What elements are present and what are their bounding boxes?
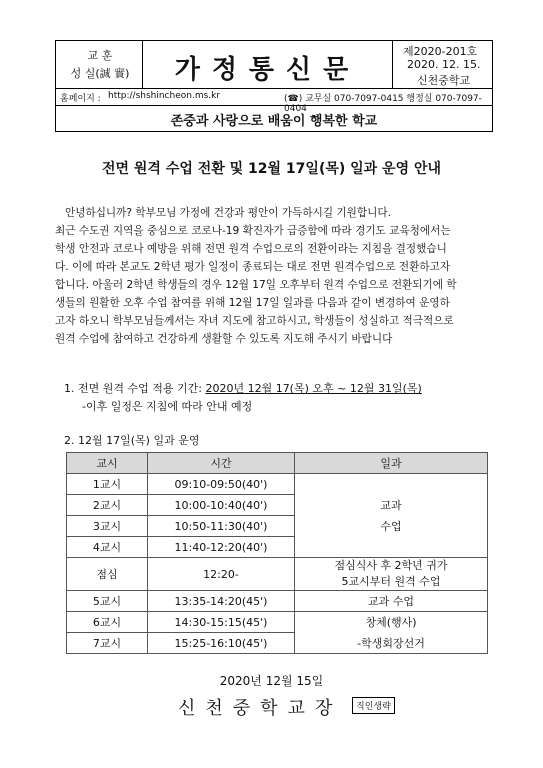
phone-numbers: (☎) 교무실 070-7097-0415 행정실 070-7097-0404 [284, 94, 482, 114]
slogan-bar [55, 106, 493, 132]
school-slogan: 존중과 사랑으로 배움이 행복한 학교 [170, 114, 378, 129]
paragraph-line: 최근 수도권 지역을 중심으로 코로나-19 확진자가 급증함에 따라 경기도 교육청에서는 [55, 225, 451, 237]
time-cell: 09:10-09:50(40') [148, 474, 295, 495]
school-name: 신천중학교 [417, 74, 471, 87]
time-cell: 10:50-11:30(40') [148, 516, 295, 537]
period-cell: 3교시 [67, 516, 148, 537]
item-1-period: 2020년 12월 17(목) 오후 ~ 12월 31일(목) [205, 382, 422, 395]
notice-body [55, 204, 500, 348]
item-1-note: -이후 일정은 지침에 따라 안내 예정 [82, 400, 253, 413]
paragraph-line: 안녕하십니까? 학부모님 가정에 건강과 평안이 가득하시길 기원합니다. [65, 207, 391, 219]
activity-cell: 교과 [295, 495, 488, 516]
activity-cell-lunch [295, 558, 488, 591]
homepage-link[interactable]: http://shshincheon.ms.kr [108, 91, 221, 101]
schedule-table [66, 452, 488, 654]
time-cell: 13:35-14:20(45') [148, 591, 295, 612]
table-row [67, 474, 488, 495]
period-cell: 7교시 [67, 633, 148, 654]
paragraph-line: 다. 이에 따라 본교도 2학년 평가 일정이 종료되는 대로 전면 원격수업으로 전환하고자 [55, 261, 451, 273]
paragraph-line: 합니다. 아울러 2학년 학생들의 경우 12월 17일 오후부터 원격 수업으로 전환되기에 학 [55, 279, 457, 291]
time-cell: 11:40-12:20(40') [148, 537, 295, 558]
table-header-row [67, 453, 488, 474]
homepage-label: 홈페이지 : [60, 94, 101, 104]
period-cell: 6교시 [67, 612, 148, 633]
header-activity: 일과 [295, 453, 488, 474]
item-2: 2. 12월 17일(목) 일과 운영 [64, 434, 200, 447]
activity-line: 점심식사 후 2학년 귀가 [334, 559, 448, 572]
motto-text: 성 실(誠 實) [70, 67, 130, 80]
period-cell: 2교시 [67, 495, 148, 516]
paragraph-line: 고자 하오니 학부모님들께서는 자녀 지도에 참고하시고, 학생들이 성실하고 적극적으로 [55, 315, 454, 327]
period-cell: 4교시 [67, 537, 148, 558]
period-cell: 5교시 [67, 591, 148, 612]
issue-date: 2020. 12. 15. [407, 58, 481, 71]
paragraph-line: 학생 안전과 코로나 예방을 위해 전면 원격 수업으로의 전환이라는 지침을 결정했습니 [55, 243, 447, 255]
item-1 [64, 380, 422, 396]
table-row [67, 537, 488, 558]
time-cell: 15:25-16:10(45') [148, 633, 295, 654]
footer-date: 2020년 12월 15일 [219, 674, 324, 688]
issue-box [393, 40, 493, 88]
activity-cell: 창체(행사) [295, 612, 488, 633]
activity-cell: -학생회장선거 [295, 633, 488, 654]
table-row [67, 558, 488, 591]
time-cell: 12:20- [148, 558, 295, 591]
contact-bar [55, 88, 493, 114]
motto-box [55, 40, 143, 88]
period-cell: 1교시 [67, 474, 148, 495]
activity-cell [295, 474, 488, 495]
activity-line: 5교시부터 원격 수업 [341, 575, 441, 588]
table-row [67, 591, 488, 612]
table-row [67, 495, 488, 516]
title-box [143, 40, 393, 88]
issue-number: 제2020-201호 [403, 45, 478, 58]
principal-name: 신천중학교장 [178, 698, 343, 719]
motto-label: 교 훈 [87, 49, 113, 62]
activity-cell [295, 537, 488, 558]
notice-title: 전면 원격 수업 전환 및 12월 17일(목) 일과 운영 안내 [101, 161, 442, 177]
time-cell: 10:00-10:40(40') [148, 495, 295, 516]
table-row [67, 612, 488, 633]
header-time: 시간 [148, 453, 295, 474]
period-cell: 점심 [67, 558, 148, 591]
table-row [67, 516, 488, 537]
table-row [67, 633, 488, 654]
activity-cell: 수업 [295, 516, 488, 537]
item-1-label: 1. 전면 원격 수업 적용 기간: [64, 382, 206, 395]
header-period: 교시 [67, 453, 148, 474]
paragraph-line: 원격 수업에 참여하고 건강하게 생활할 수 있도록 지도해 주시기 바랍니다 [55, 333, 393, 345]
paragraph-line: 생들의 원활한 오후 수업 참여를 위해 12월 17일 일과를 다음과 같이 변경하여 운영하 [55, 297, 450, 309]
time-cell: 14:30-15:15(45') [148, 612, 295, 633]
page-title: 가정통신문 [174, 55, 361, 85]
seal-omitted: 직인생략 [352, 697, 395, 714]
activity-cell: 교과 수업 [295, 591, 488, 612]
